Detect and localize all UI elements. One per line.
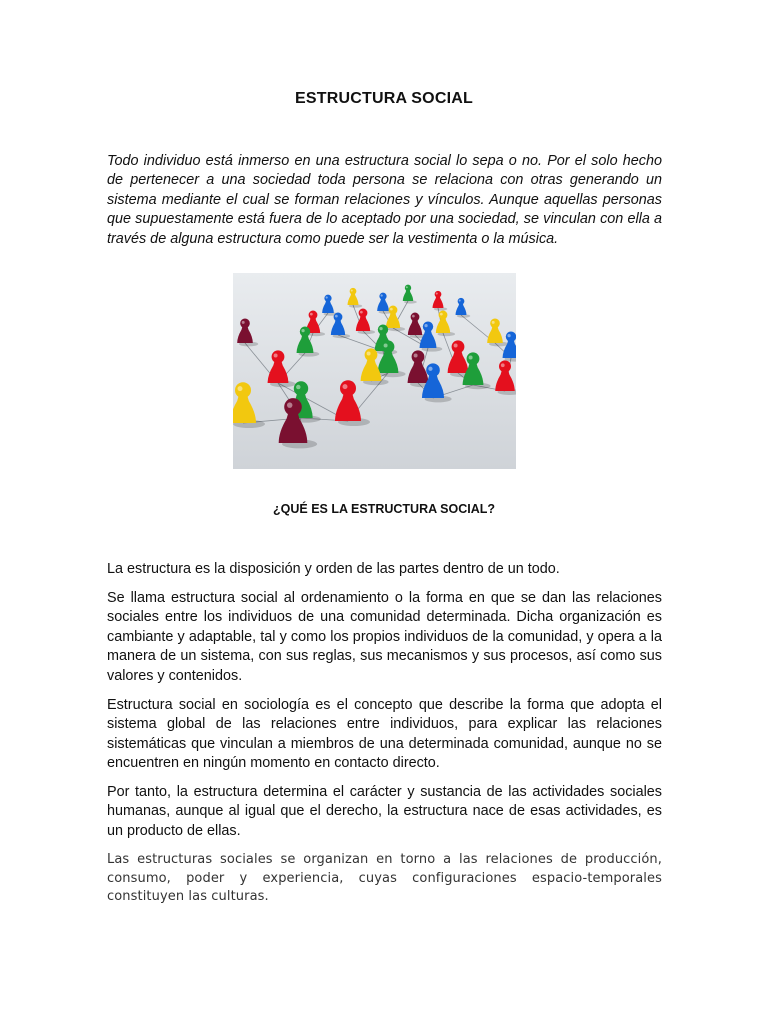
section-heading: ¿QUÉ ES LA ESTRUCTURA SOCIAL? <box>273 502 495 516</box>
paragraph-definition: La estructura es la disposición y orden de las partes dentro de un todo. <box>107 561 560 577</box>
network-pawns-image <box>233 273 516 469</box>
page-title: ESTRUCTURA SOCIAL <box>295 90 473 107</box>
paragraph-sociology: Estructura social en sociología es el concepto que describe la forma que adopta el sistema global de las relaciones entre individuos, para explicar las relaciones sistemáticas que vinculan a miembros de una determinada comunidad, aunque no se encuentren en ningún momento en contacto directo. <box>107 697 662 772</box>
paragraph-cultures: Las estructuras sociales se organizan en torno a las relaciones de producción, consumo, poder y experiencia, cuyas configuraciones espacio-temporales constituyen las culturas. <box>107 852 662 904</box>
paragraph-social-structure: Se llama estructura social al ordenamiento o la forma en que se dan las relaciones sociales entre los individuos de una comunidad determinada. Dicha organización es cambiante y adaptable, tal y como los propios individuos de la comunidad, y opera a la manera de un sistema, con sus reglas, sus mecanismos y sus procesos, así como sus valores y contenidos. <box>107 590 662 684</box>
paragraph-conclusion: Por tanto, la estructura determina el carácter y sustancia de las actividades sociales humanas, aunque al igual que el derecho, la estructura nace de esas actividades, es un producto de ellas. <box>107 784 662 839</box>
intro-paragraph: Todo individuo está inmerso en una estructura social lo sepa o no. Por el solo hecho de pertenecer a una sociedad toda persona se relaciona con otras generando un sistema mediante el cual se forman relaciones y vínculos. Aunque aquellas personas que supuestamente está fuera de lo aceptado por una sociedad, se vinculan con ella a través de alguna estructura como puede ser la vestimenta o la música. <box>107 153 662 247</box>
